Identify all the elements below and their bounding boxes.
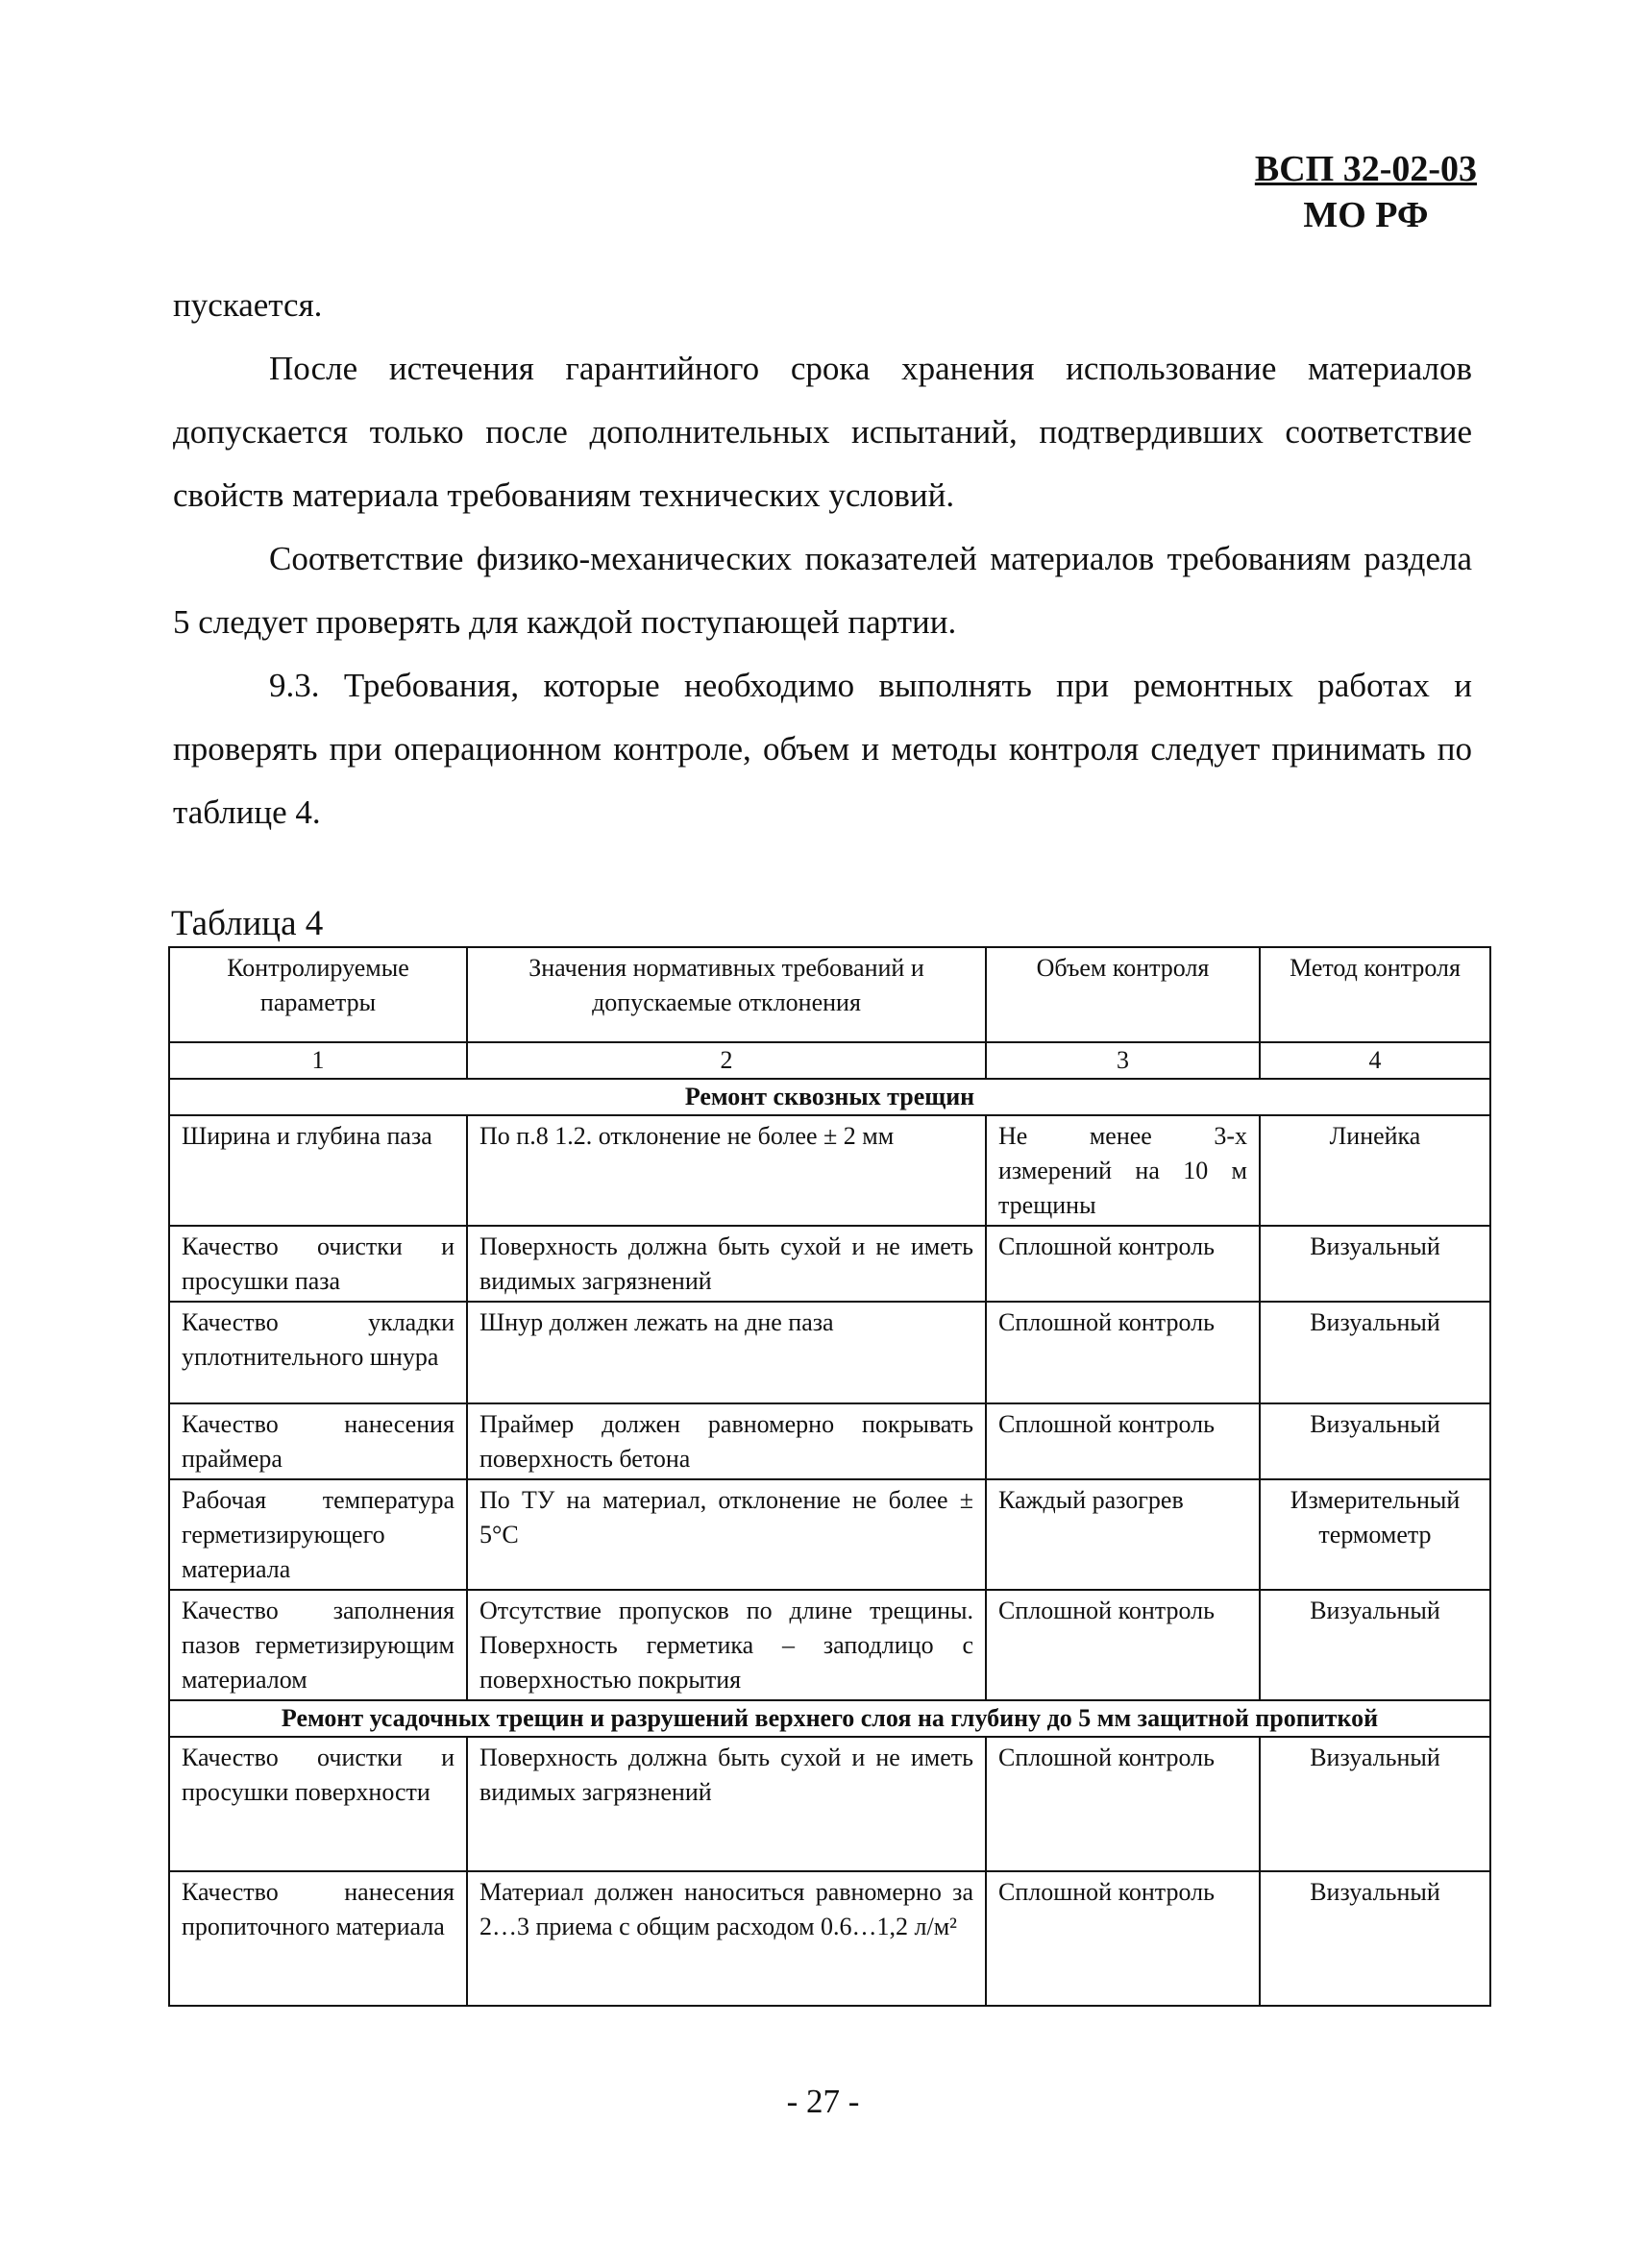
table-row [169, 1590, 1490, 1700]
section-title-shrinkage-cracks: Ремонт усадочных трещин и разрушений верхнего слоя на глубину до 5 мм защитной пропиткой [169, 1700, 1490, 1737]
cell-requirement: По п.8 1.2. отклонение не более ± 2 мм [467, 1115, 986, 1226]
table-row [169, 1871, 1490, 2006]
header-control-method: Метод контроля [1260, 947, 1490, 1042]
cell-requirement: Шнур должен лежать на дне паза [467, 1302, 986, 1403]
cell-volume: Сплошной контроль [986, 1871, 1260, 2006]
cell-volume: Сплошной контроль [986, 1302, 1260, 1403]
cell-parameter: Качество очистки и просушки поверхности [169, 1737, 467, 1871]
table-row [169, 1115, 1490, 1226]
cell-parameter: Качество нанесения пропиточного материала [169, 1871, 467, 2006]
cell-requirement: Праймер должен равномерно покрывать поверхность бетона [467, 1403, 986, 1479]
cell-parameter: Рабочая температура герметизирующего материала [169, 1479, 467, 1590]
table-caption: Таблица 4 [171, 904, 324, 943]
header-requirements: Значения нормативных требований и допускаемые отклонения [467, 947, 986, 1042]
cell-method: Визуальный [1260, 1226, 1490, 1302]
cell-requirement: Материал должен наноситься равномерно за 2…3 приема с общим расходом 0.6…1,2 л/м² [467, 1871, 986, 2006]
column-number: 3 [986, 1042, 1260, 1079]
header-parameters: Контролируемые параметры [169, 947, 467, 1042]
cell-volume: Сплошной контроль [986, 1403, 1260, 1479]
document-code: ВСП 32-02-03 [1254, 149, 1477, 189]
paragraph-continuation: пускается. [173, 286, 323, 324]
cell-volume: Сплошной контроль [986, 1226, 1260, 1302]
cell-method: Линейка [1260, 1115, 1490, 1226]
cell-method: Визуальный [1260, 1403, 1490, 1479]
column-number: 1 [169, 1042, 467, 1079]
column-number-row [169, 1042, 1490, 1079]
section-header-row [169, 1079, 1490, 1115]
cell-volume: Не менее 3-х измерений на 10 м трещины [986, 1115, 1260, 1226]
header-control-volume: Объем контроля [986, 947, 1260, 1042]
cell-volume: Сплошной контроль [986, 1590, 1260, 1700]
cell-volume: Сплошной контроль [986, 1737, 1260, 1871]
table-header-row [169, 947, 1490, 1042]
document-organization: МО РФ [1303, 195, 1429, 235]
table-row [169, 1403, 1490, 1479]
table-row [169, 1302, 1490, 1403]
section-header-row [169, 1700, 1490, 1737]
cell-requirement: По ТУ на материал, отклонение не более ± 5°C [467, 1479, 986, 1590]
cell-parameter: Качество заполнения пазов герметизирующим материалом [169, 1590, 467, 1700]
section-title-through-cracks: Ремонт сквозных трещин [169, 1079, 1490, 1115]
cell-volume: Каждый разогрев [986, 1479, 1260, 1590]
cell-requirement: Поверхность должна быть сухой и не иметь видимых загрязнений [467, 1737, 986, 1871]
cell-parameter: Качество нанесения праймера [169, 1403, 467, 1479]
control-table [168, 946, 1491, 2007]
cell-method: Визуальный [1260, 1590, 1490, 1700]
body-text [173, 274, 1472, 844]
cell-method: Визуальный [1260, 1871, 1490, 2006]
paragraph-compliance: Соответствие физико-механических показателей материалов требованиям раздела 5 следует проверять для каждой поступающей партии. [173, 540, 1472, 641]
cell-parameter: Качество очистки и просушки паза [169, 1226, 467, 1302]
cell-method: Измерительный термометр [1260, 1479, 1490, 1590]
paragraph-storage-period: После истечения гарантийного срока хранения использование материалов допускается только после дополнительных испытаний, подтвердивших соответствие свойств материала требованиям технических условий. [173, 350, 1472, 514]
table-row [169, 1226, 1490, 1302]
page-number: - 27 - [786, 2083, 860, 2120]
table-row [169, 1737, 1490, 1871]
column-number: 4 [1260, 1042, 1490, 1079]
column-number: 2 [467, 1042, 986, 1079]
cell-requirement: Поверхность должна быть сухой и не иметь видимых загрязнений [467, 1226, 986, 1302]
cell-method: Визуальный [1260, 1737, 1490, 1871]
cell-requirement: Отсутствие пропусков по длине трещины. Поверхность герметика – заподлицо с поверхностью покрытия [467, 1590, 986, 1700]
cell-parameter: Качество укладки уплотнительного шнура [169, 1302, 467, 1403]
paragraph-requirements: 9.3. Требования, которые необходимо выполнять при ремонтных работах и проверять при операционном контроле, объем и методы контроля следует принимать по таблице 4. [173, 667, 1472, 831]
table-row [169, 1479, 1490, 1590]
cell-method: Визуальный [1260, 1302, 1490, 1403]
cell-parameter: Ширина и глубина паза [169, 1115, 467, 1226]
document-code-block [1255, 146, 1477, 238]
